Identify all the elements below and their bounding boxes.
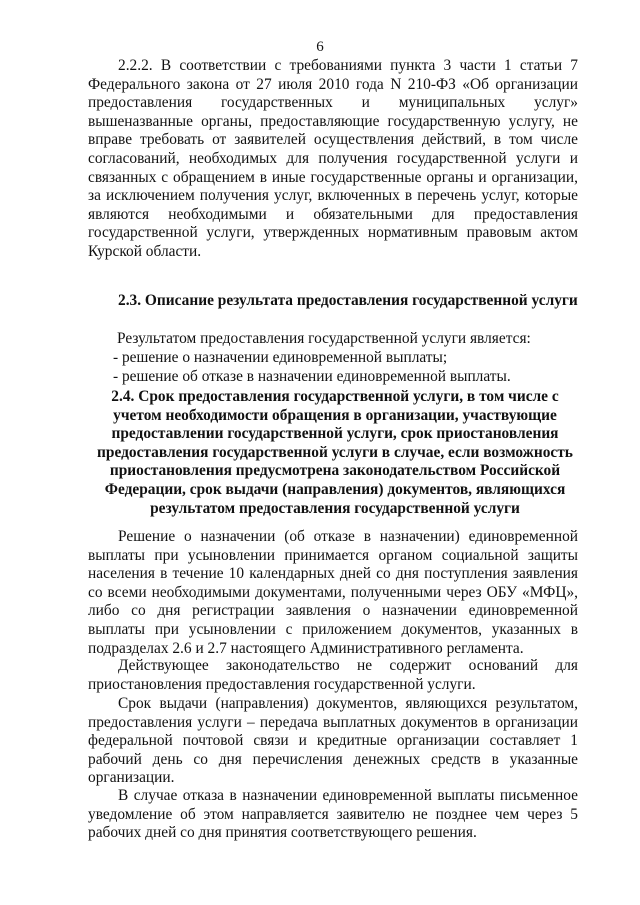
paragraph-refusal-notice: В случае отказа в назначении единовременной выплаты письменное уведомление об этом направляется заявителю не позднее чем через 5 рабочих дней со дня принятия соответствующего решения.: [88, 787, 578, 842]
paragraph-no-suspension: Действующее законодательство не содержит оснований для приостановления предоставления государственной услуги.: [88, 657, 578, 693]
page-number: 6: [316, 39, 324, 55]
paragraph-2-2-2: 2.2.2. В соответствии с требованиями пункта 3 части 1 статьи 7 Федерального закона от 27 июля 2010 года N 210-ФЗ «Об организации предоставления государственных и муниципальных услуг» вышеназванные органы, предоставляющие государственную услугу, не вправе требовать от заявителей осуществления действий, в том числе согласований, необходимых для получения государственной услуги и связанных с обращением в иные государственные органы и организации, за исключением получения услуг, включенных в перечень услуг, которые являются необходимыми и обязательными для предоставления государственной услуги, утвержденных нормативным правовым актом Курской области.: [88, 57, 578, 260]
paragraph-decision-term: Решение о назначении (об отказе в назначении) единовременной выплаты при усыновлении принимается органом социальной защиты населения в течение 10 календарных дней со дня поступления заявления со всеми необходимыми документами, полученными через ОБУ «МФЦ», либо со дня регистрации заявления о назначении единовременной выплаты при усыновлении с приложением документов, указанных в подразделах 2.6 и 2.7 настоящего Административного регламента.: [88, 528, 578, 657]
result-item-refusal: - решение об отказе в назначении единовременной выплаты.: [113, 368, 511, 385]
result-intro: Результатом предоставления государственной услуги является:: [117, 330, 531, 347]
result-item-grant: - решение о назначении единовременной выплаты;: [113, 349, 448, 366]
paragraph-issuance-term: Срок выдачи (направления) документов, являющихся результатом, предоставления услуги – передача выплатных документов в организации федеральной почтовой связи и кредитные организации составляет 1 рабочий день со дня перечисления денежных средств в указанные организации.: [88, 695, 578, 787]
section-2-3-heading: 2.3. Описание результата предоставления государственной услуги: [118, 292, 578, 309]
section-2-4-heading: 2.4. Срок предоставления государственной услуги, в том числе с учетом необходимости обращения в организации, участвующие предоставлении государственной услуги, срок приостановления предоставления государственной услуги в случае, если возможность приостановления предусмотрена законодательством Российской Федерации, срок выдачи (направления) документов, являющихся результатом предоставления государственной услуги: [97, 388, 573, 517]
